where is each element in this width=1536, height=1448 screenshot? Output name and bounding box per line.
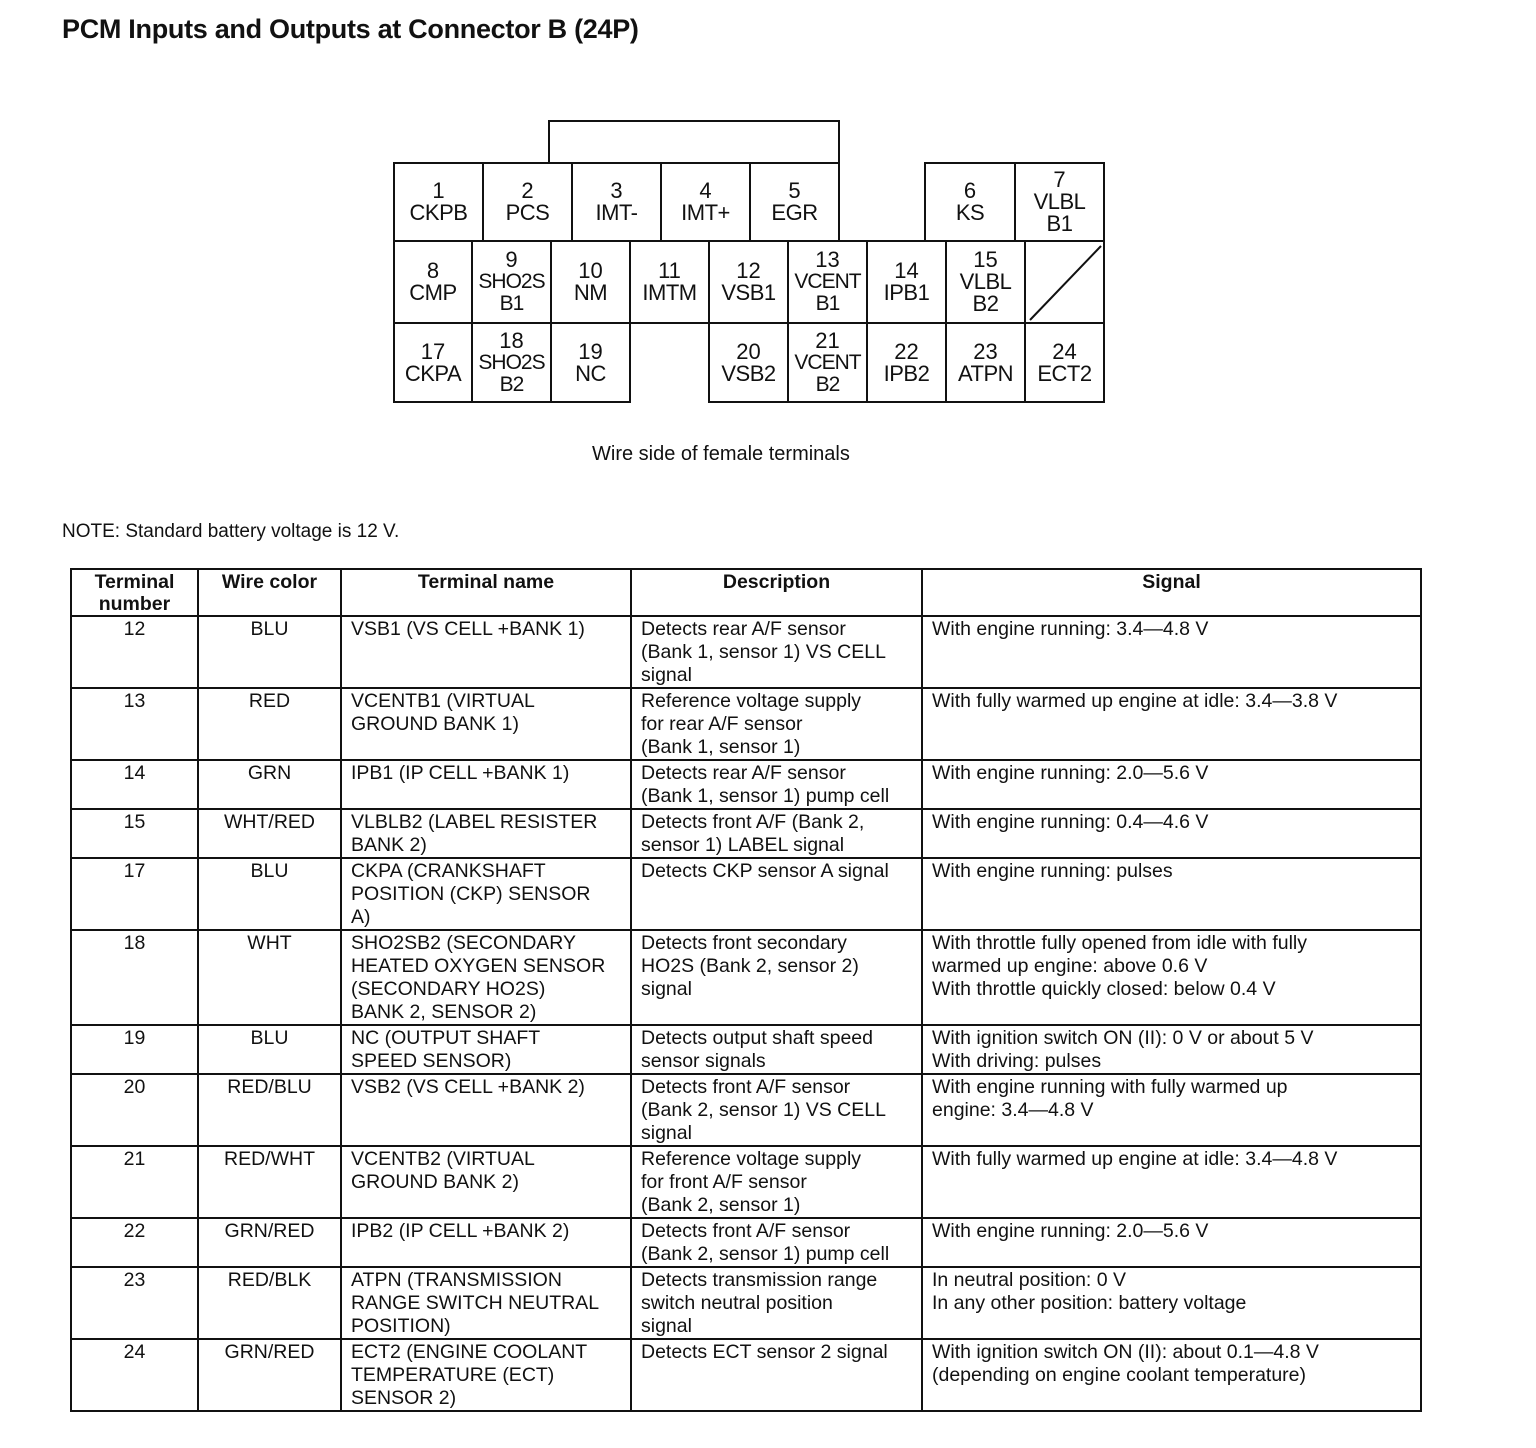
pin-9: 9 SHO2S B1 xyxy=(471,240,552,324)
cell-wire-color: WHT/RED xyxy=(198,809,341,858)
cell-description: Reference voltage supply for front A/F sensor (Bank 2, sensor 1) xyxy=(631,1146,922,1218)
header-wire-color: Wire color xyxy=(198,569,341,616)
table-row xyxy=(71,809,1421,858)
pin-24: 24 ECT2 xyxy=(1024,322,1105,403)
cell-signal: With engine running: 3.4—4.8 V xyxy=(922,616,1421,688)
table-row xyxy=(71,1074,1421,1146)
cell-wire-color: WHT xyxy=(198,930,341,1025)
cell-description: Detects ECT sensor 2 signal xyxy=(631,1339,922,1411)
pin-2: 2 PCS xyxy=(482,162,573,242)
header-terminal-name: Terminal name xyxy=(341,569,631,616)
cell-terminal: 19 xyxy=(71,1025,198,1074)
connector-caption: Wire side of female terminals xyxy=(592,443,850,465)
pin-21: 21 VCENT B2 xyxy=(787,322,868,403)
cell-terminal-name: IPB1 (IP CELL +BANK 1) xyxy=(341,760,631,809)
pin-23: 23 ATPN xyxy=(945,322,1026,403)
cell-description: Detects front A/F (Bank 2, sensor 1) LABEL signal xyxy=(631,809,922,858)
cell-terminal: 18 xyxy=(71,930,198,1025)
cell-wire-color: RED/BLK xyxy=(198,1267,341,1339)
battery-note: NOTE: Standard battery voltage is 12 V. xyxy=(62,521,400,542)
cell-signal: With engine running: 2.0—5.6 V xyxy=(922,760,1421,809)
cell-signal: With ignition switch ON (II): about 0.1—4.8 V (depending on engine coolant temperature) xyxy=(922,1339,1421,1411)
cell-description: Detects rear A/F sensor (Bank 1, sensor 1) pump cell xyxy=(631,760,922,809)
header-signal: Signal xyxy=(922,569,1421,616)
table-row xyxy=(71,930,1421,1025)
cell-description: Detects front A/F sensor (Bank 2, sensor 1) pump cell xyxy=(631,1218,922,1267)
cell-terminal-name: VCENTB2 (VIRTUAL GROUND BANK 2) xyxy=(341,1146,631,1218)
pin-14: 14 IPB1 xyxy=(866,240,947,324)
table-row xyxy=(71,1025,1421,1074)
pin-1: 1 CKPB xyxy=(393,162,484,242)
pin-13: 13 VCENT B1 xyxy=(787,240,868,324)
cell-wire-color: BLU xyxy=(198,858,341,930)
pin-8: 8 CMP xyxy=(393,240,473,324)
pin-4: 4 IMT+ xyxy=(660,162,751,242)
cell-signal: With engine running: 0.4—4.6 V xyxy=(922,809,1421,858)
table-row xyxy=(71,688,1421,760)
cell-signal: In neutral position: 0 V In any other position: battery voltage xyxy=(922,1267,1421,1339)
table-row xyxy=(71,760,1421,809)
cell-wire-color: GRN xyxy=(198,760,341,809)
cell-signal: With fully warmed up engine at idle: 3.4—4.8 V xyxy=(922,1146,1421,1218)
cell-signal: With engine running with fully warmed up engine: 3.4—4.8 V xyxy=(922,1074,1421,1146)
cell-description: Detects CKP sensor A signal xyxy=(631,858,922,930)
pin-10: 10 NM xyxy=(550,240,631,324)
io-table xyxy=(70,568,1422,1412)
cell-wire-color: RED/WHT xyxy=(198,1146,341,1218)
cell-terminal-name: VSB1 (VS CELL +BANK 1) xyxy=(341,616,631,688)
cell-terminal: 15 xyxy=(71,809,198,858)
cell-description: Detects rear A/F sensor (Bank 1, sensor 1) VS CELL signal xyxy=(631,616,922,688)
cell-wire-color: RED xyxy=(198,688,341,760)
cell-description: Detects output shaft speed sensor signals xyxy=(631,1025,922,1074)
pin-12: 12 VSB1 xyxy=(708,240,789,324)
cell-signal: With engine running: 2.0—5.6 V xyxy=(922,1218,1421,1267)
cell-signal: With engine running: pulses xyxy=(922,858,1421,930)
pin-15: 15 VLBL B2 xyxy=(945,240,1026,324)
table-row xyxy=(71,1267,1421,1339)
pin-22: 22 IPB2 xyxy=(866,322,947,403)
pin-17: 17 CKPA xyxy=(393,322,473,403)
cell-terminal-name: NC (OUTPUT SHAFT SPEED SENSOR) xyxy=(341,1025,631,1074)
pin-7: 7 VLBL B1 xyxy=(1014,162,1105,242)
unused-slash-icon xyxy=(1026,242,1103,322)
cell-terminal: 21 xyxy=(71,1146,198,1218)
cell-wire-color: GRN/RED xyxy=(198,1218,341,1267)
pin-11: 11 IMTM xyxy=(629,240,710,324)
header-terminal-number: Terminal number xyxy=(71,569,198,616)
cell-terminal: 23 xyxy=(71,1267,198,1339)
pin-19: 19 NC xyxy=(550,322,631,403)
cell-wire-color: GRN/RED xyxy=(198,1339,341,1411)
cell-terminal: 12 xyxy=(71,616,198,688)
cell-terminal: 13 xyxy=(71,688,198,760)
cell-terminal-name: VCENTB1 (VIRTUAL GROUND BANK 1) xyxy=(341,688,631,760)
cell-description: Reference voltage supply for rear A/F sensor (Bank 1, sensor 1) xyxy=(631,688,922,760)
pin-20: 20 VSB2 xyxy=(708,322,789,403)
pin-3: 3 IMT- xyxy=(571,162,662,242)
pin-18: 18 SHO2S B2 xyxy=(471,322,552,403)
table-row xyxy=(71,1339,1421,1411)
pin-5: 5 EGR xyxy=(749,162,840,242)
cell-terminal: 20 xyxy=(71,1074,198,1146)
cell-terminal: 17 xyxy=(71,858,198,930)
cell-signal: With fully warmed up engine at idle: 3.4—3.8 V xyxy=(922,688,1421,760)
cell-terminal-name: ATPN (TRANSMISSION RANGE SWITCH NEUTRAL POSITION) xyxy=(341,1267,631,1339)
cell-terminal-name: VSB2 (VS CELL +BANK 2) xyxy=(341,1074,631,1146)
table-row xyxy=(71,616,1421,688)
connector-lock-tab xyxy=(548,120,840,164)
cell-signal: With ignition switch ON (II): 0 V or about 5 V With driving: pulses xyxy=(922,1025,1421,1074)
cell-terminal-name: IPB2 (IP CELL +BANK 2) xyxy=(341,1218,631,1267)
cell-signal: With throttle fully opened from idle with fully warmed up engine: above 0.6 V With throttle quickly closed: below 0.4 V xyxy=(922,930,1421,1025)
cell-description: Detects front A/F sensor (Bank 2, sensor 1) VS CELL signal xyxy=(631,1074,922,1146)
table-row xyxy=(71,858,1421,930)
cell-description: Detects front secondary HO2S (Bank 2, sensor 2) signal xyxy=(631,930,922,1025)
cell-terminal: 22 xyxy=(71,1218,198,1267)
cell-terminal-name: SHO2SB2 (SECONDARY HEATED OXYGEN SENSOR (SECONDARY HO2S) BANK 2, SENSOR 2) xyxy=(341,930,631,1025)
cell-wire-color: BLU xyxy=(198,1025,341,1074)
table-header-row xyxy=(71,569,1421,616)
table-row xyxy=(71,1218,1421,1267)
cell-wire-color: RED/BLU xyxy=(198,1074,341,1146)
table-row xyxy=(71,1146,1421,1218)
cell-terminal: 14 xyxy=(71,760,198,809)
cell-terminal-name: VLBLB2 (LABEL RESISTER BANK 2) xyxy=(341,809,631,858)
page-title: PCM Inputs and Outputs at Connector B (24P) xyxy=(62,14,639,44)
cell-terminal-name: ECT2 (ENGINE COOLANT TEMPERATURE (ECT) SENSOR 2) xyxy=(341,1339,631,1411)
cell-wire-color: BLU xyxy=(198,616,341,688)
header-description: Description xyxy=(631,569,922,616)
pin-16-unused xyxy=(1024,240,1105,324)
cell-terminal-name: CKPA (CRANKSHAFT POSITION (CKP) SENSOR A) xyxy=(341,858,631,930)
cell-terminal: 24 xyxy=(71,1339,198,1411)
cell-description: Detects transmission range switch neutral position signal xyxy=(631,1267,922,1339)
pin-6: 6 KS xyxy=(924,162,1016,242)
